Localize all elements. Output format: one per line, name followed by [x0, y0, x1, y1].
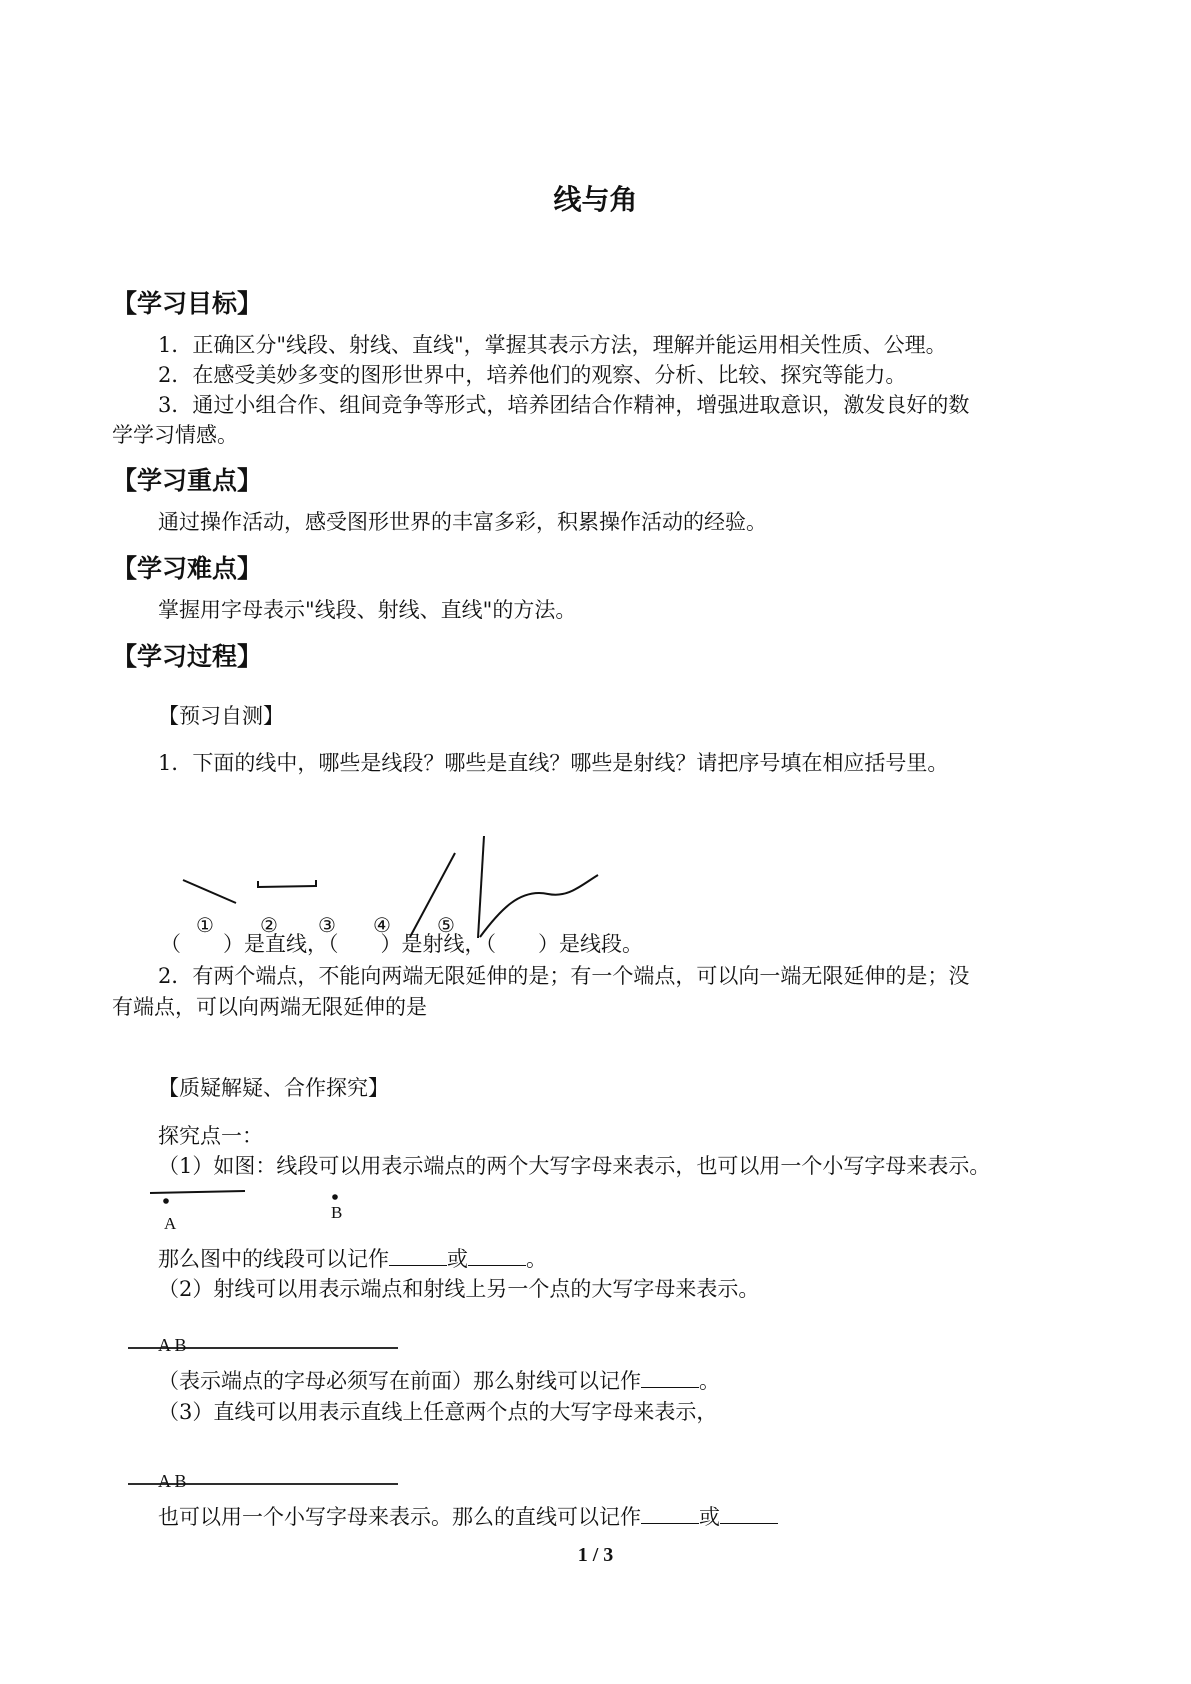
answer-1-blank-a[interactable]: [389, 1247, 447, 1266]
explore-statement-3: （3）直线可以用表示直线上任意两个点的大写字母来表示，: [158, 1400, 718, 1424]
objectives-heading: 【学习目标】: [112, 289, 263, 318]
difficulties-heading: 【学习难点】: [112, 554, 263, 583]
figure-label-5: ⑤: [437, 913, 455, 937]
explore-point-1: 探究点一：: [158, 1124, 263, 1148]
explore-statement-1: （1）如图：线段可以用表示端点的两个大写字母来表示，也可以用一个小写字母来表示。: [158, 1154, 991, 1178]
explore-answer-2: [158, 1365, 720, 1395]
figure-label-1: ①: [196, 913, 214, 937]
page-number: 1 / 3: [577, 1544, 614, 1566]
key-points-heading: 【学习重点】: [112, 466, 263, 495]
objective-item-3-line2: 学学习情感。: [112, 423, 238, 447]
figure-label-2: ②: [260, 913, 278, 937]
answer-3-blank-b[interactable]: [720, 1505, 778, 1524]
answer-2-blank[interactable]: [641, 1369, 699, 1388]
figure-line-1: [183, 880, 236, 903]
ray-label: A B: [158, 1335, 187, 1355]
figure-line-5: [478, 836, 484, 938]
explore-statement-2: （2）射线可以用表示端点和射线上另一个点的大写字母来表示。: [158, 1277, 760, 1301]
figure-label-4: ④: [373, 913, 391, 937]
point-b: [332, 1194, 338, 1200]
objective-item-2: 2．在感受美妙多变的图形世界中，培养他们的观察、分析、比较、探究等能力。: [158, 363, 907, 387]
process-heading: 【学习过程】: [112, 642, 263, 671]
page-title: 线与角: [553, 183, 638, 216]
explore-heading: 【质疑解疑、合作探究】: [158, 1076, 389, 1100]
figure-label-3: ③: [318, 913, 336, 937]
answer-1-suffix: 。: [526, 1247, 547, 1271]
key-points-text: 通过操作活动，感受图形世界的丰富多彩，积累操作活动的经验。: [158, 510, 767, 534]
answer-2-prefix: （表示端点的字母必须写在前面）那么射线可以记作: [158, 1369, 641, 1393]
answer-1-blank-b[interactable]: [468, 1247, 526, 1266]
answer-1-prefix: 那么图中的线段可以记作: [158, 1247, 389, 1271]
explore-answer-1: [158, 1243, 547, 1273]
objective-item-3-line1: 3．通过小组合作、组间竞争等形式，培养团结合作精神，增强进取意识，激发良好的数: [158, 393, 970, 417]
label-b: B: [331, 1203, 343, 1222]
preview-question-1: 1．下面的线中，哪些是线段？哪些是直线？哪些是射线？请把序号填在相应括号里。: [158, 751, 949, 775]
point-a: [163, 1198, 169, 1204]
explore-answer-3: [158, 1501, 778, 1531]
figure-line-2: [258, 886, 316, 887]
preview-answer-line: （ ）是直线，（ ）是射线，（ ）是线段。: [160, 932, 643, 956]
answer-3-prefix: 也可以用一个小写字母来表示。那么的直线可以记作: [158, 1505, 641, 1529]
segment-figure: [150, 1191, 245, 1193]
answer-2-suffix: 。: [699, 1369, 720, 1393]
preview-heading: 【预习自测】: [158, 704, 284, 728]
preview-question-2-line1: 2．有两个端点，不能向两端无限延伸的是；有一个端点，可以向一端无限延伸的是；没: [158, 964, 970, 988]
label-a: A: [164, 1214, 177, 1233]
line-label: A B: [158, 1471, 187, 1491]
answer-3-blank-a[interactable]: [641, 1505, 699, 1524]
answer-3-or: 或: [699, 1505, 720, 1529]
answer-1-or: 或: [447, 1247, 468, 1271]
difficulties-text: 掌握用字母表示"线段、射线、直线"的方法。: [158, 598, 577, 622]
preview-question-2-line2: 有端点，可以向两端无限延伸的是: [112, 995, 427, 1019]
objective-item-1: 1．正确区分"线段、射线、直线"，掌握其表示方法，理解并能运用相关性质、公理。: [158, 333, 947, 357]
